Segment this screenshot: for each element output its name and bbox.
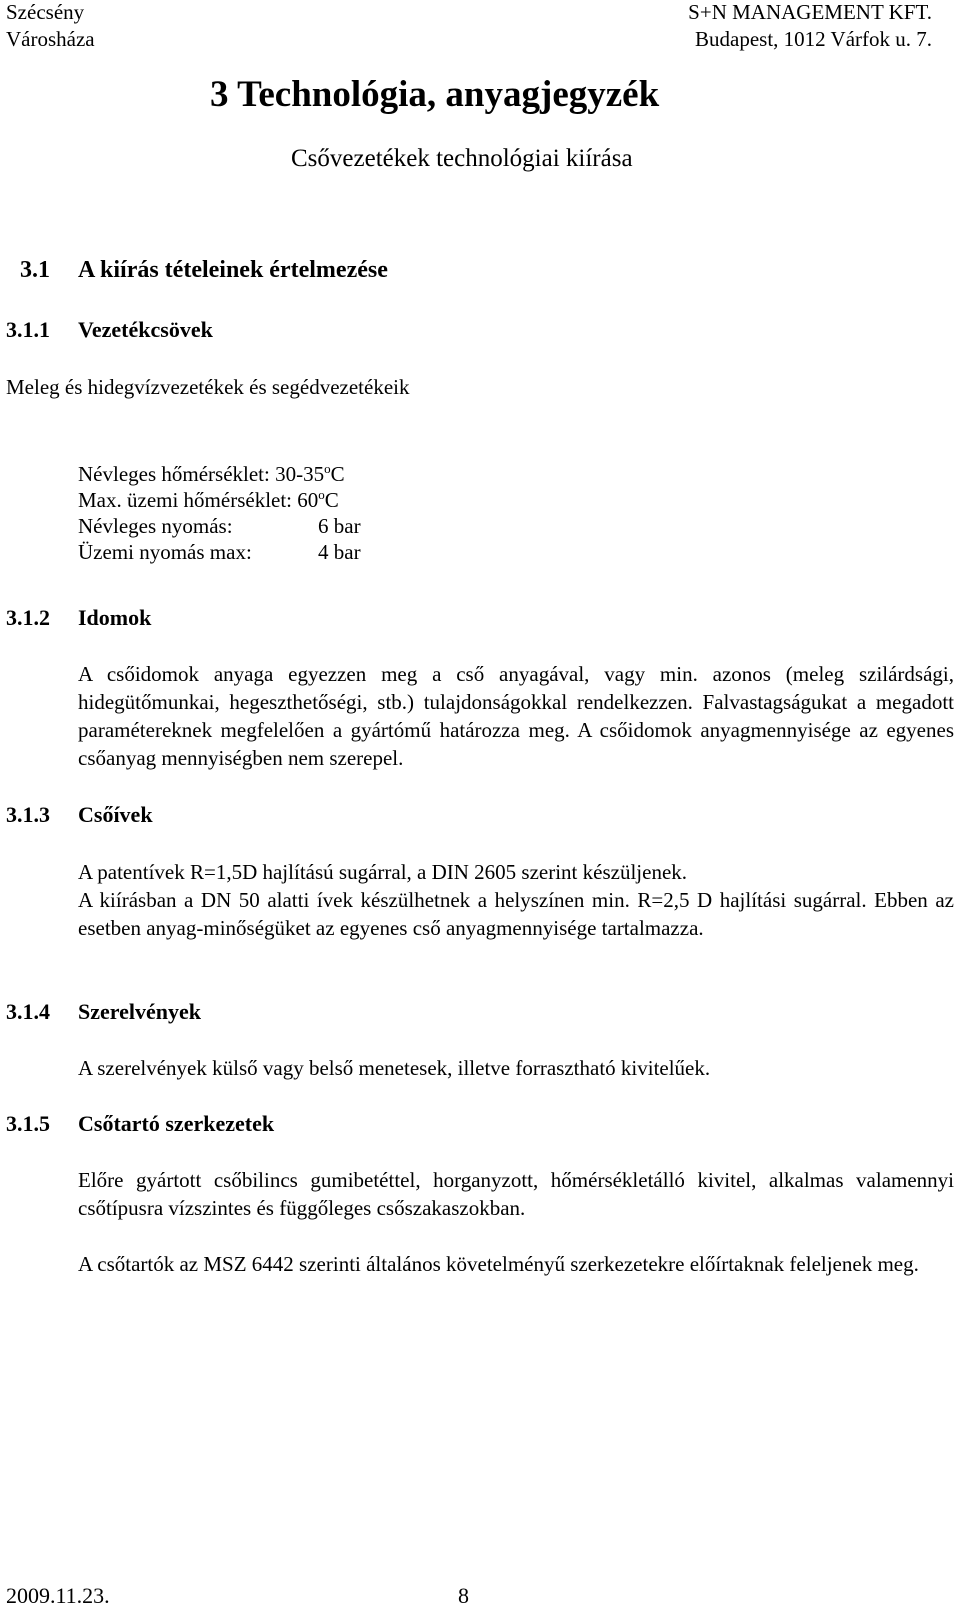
spec-list <box>78 461 361 565</box>
section-3-1-5-number: 3.1.5 <box>6 1111 50 1136</box>
section-3-1-title: A kiírás tételeinek értelmezése <box>78 257 388 283</box>
degree-superscript: o <box>324 461 331 476</box>
header-left <box>6 0 95 53</box>
section-3-1-1-intro: Meleg és hidegvízvezetékek és segédvezetékeik <box>6 375 410 399</box>
section-3-1-number: 3.1 <box>20 257 50 283</box>
spec-nominal-pressure-value: 6 bar <box>318 514 361 538</box>
header-project-name: Szécsény <box>6 0 85 24</box>
footer-page-number: 8 <box>458 1583 469 1608</box>
header-right <box>688 0 932 53</box>
spec-max-temperature-label: Max. üzemi hőmérséklet: 60 <box>78 488 319 512</box>
section-3-1-3-body <box>78 858 954 942</box>
header-company-name: S+N MANAGEMENT KFT. <box>688 0 932 24</box>
section-3-1-1-number: 3.1.1 <box>6 317 50 342</box>
section-3-1-5-paragraph-2: A csőtartók az MSZ 6442 szerinti általános követelményű szerkezetekre előírtaknak feleljenek meg. <box>78 1252 919 1276</box>
section-3-1-3-number: 3.1.3 <box>6 802 50 827</box>
section-3-1-2-paragraph: A csőidomok anyaga egyezzen meg a cső anyagával, vagy min. azonos (meleg szilárdsági, hidegütőmunkai, hegeszthetőségi, stb.) tulajdonságokkal rendelkezzen. Falvastagságukat a megadott paramétereknek megfelelően a gyártómű határozza meg. A csőidomok anyagmennyisége az egyenes csőanyag mennyiségben nem szerepel. <box>78 662 954 770</box>
spec-max-pressure-label: Üzemi nyomás max: <box>78 540 252 564</box>
spec-max-temperature <box>78 487 345 513</box>
footer-date: 2009.11.23. <box>6 1583 110 1608</box>
section-3-1-5-title: Csőtartó szerkezetek <box>78 1111 275 1136</box>
page-subtitle: Csővezetékek technológiai kiírása <box>291 145 633 172</box>
spec-max-pressure-value: 4 bar <box>318 540 361 564</box>
section-3-1-2-body <box>78 660 954 772</box>
spec-nominal-temperature-label: Névleges hőmérséklet: 30-35 <box>78 462 325 486</box>
section-3-1-4-paragraph: A szerelvények külső vagy belső menetesek, illetve forrasztható kivitelűek. <box>78 1056 711 1080</box>
degree-superscript: o <box>318 487 325 502</box>
section-3-1-2-number: 3.1.2 <box>6 605 50 630</box>
spec-nominal-temperature-unit: C <box>330 462 345 486</box>
section-3-1-4-title: Szerelvények <box>78 999 202 1024</box>
section-3-1-3-title: Csőívek <box>78 802 153 827</box>
header-company-address: Budapest, 1012 Várfok u. 7. <box>695 27 932 51</box>
spec-max-temperature-unit: C <box>324 488 339 512</box>
section-3-1-2-title: Idomok <box>78 605 152 630</box>
spec-nominal-pressure-label: Névleges nyomás: <box>78 514 233 538</box>
section-3-1-3-paragraph-1: A patentívek R=1,5D hajlítású sugárral, a DIN 2605 szerint készüljenek. <box>78 860 688 884</box>
section-3-1-1-title: Vezetékcsövek <box>78 317 213 342</box>
section-3-1-5-paragraph-1: Előre gyártott csőbilincs gumibetéttel, horganyzott, hőmérsékletálló kivitel, alkalmas valamennyi csőtípusra vízszintes és függőleges csőszakaszokban. <box>78 1168 954 1220</box>
spec-nominal-temperature <box>78 461 345 487</box>
section-3-1-4-number: 3.1.4 <box>6 999 50 1024</box>
spec-max-pressure <box>78 539 361 565</box>
page-title: 3 Technológia, anyagjegyzék <box>210 74 660 115</box>
spec-nominal-pressure <box>78 513 361 539</box>
section-3-1-3-paragraph-2: A kiírásban a DN 50 alatti ívek készülhetnek a helyszínen min. R=2,5 D hajlítási sugárral. Ebben az esetben anyag-minőségüket az egyenes cső anyagmennyisége tartalmazza. <box>78 888 954 940</box>
section-3-1-5-body <box>78 1166 954 1278</box>
header-building-name: Városháza <box>6 27 95 51</box>
